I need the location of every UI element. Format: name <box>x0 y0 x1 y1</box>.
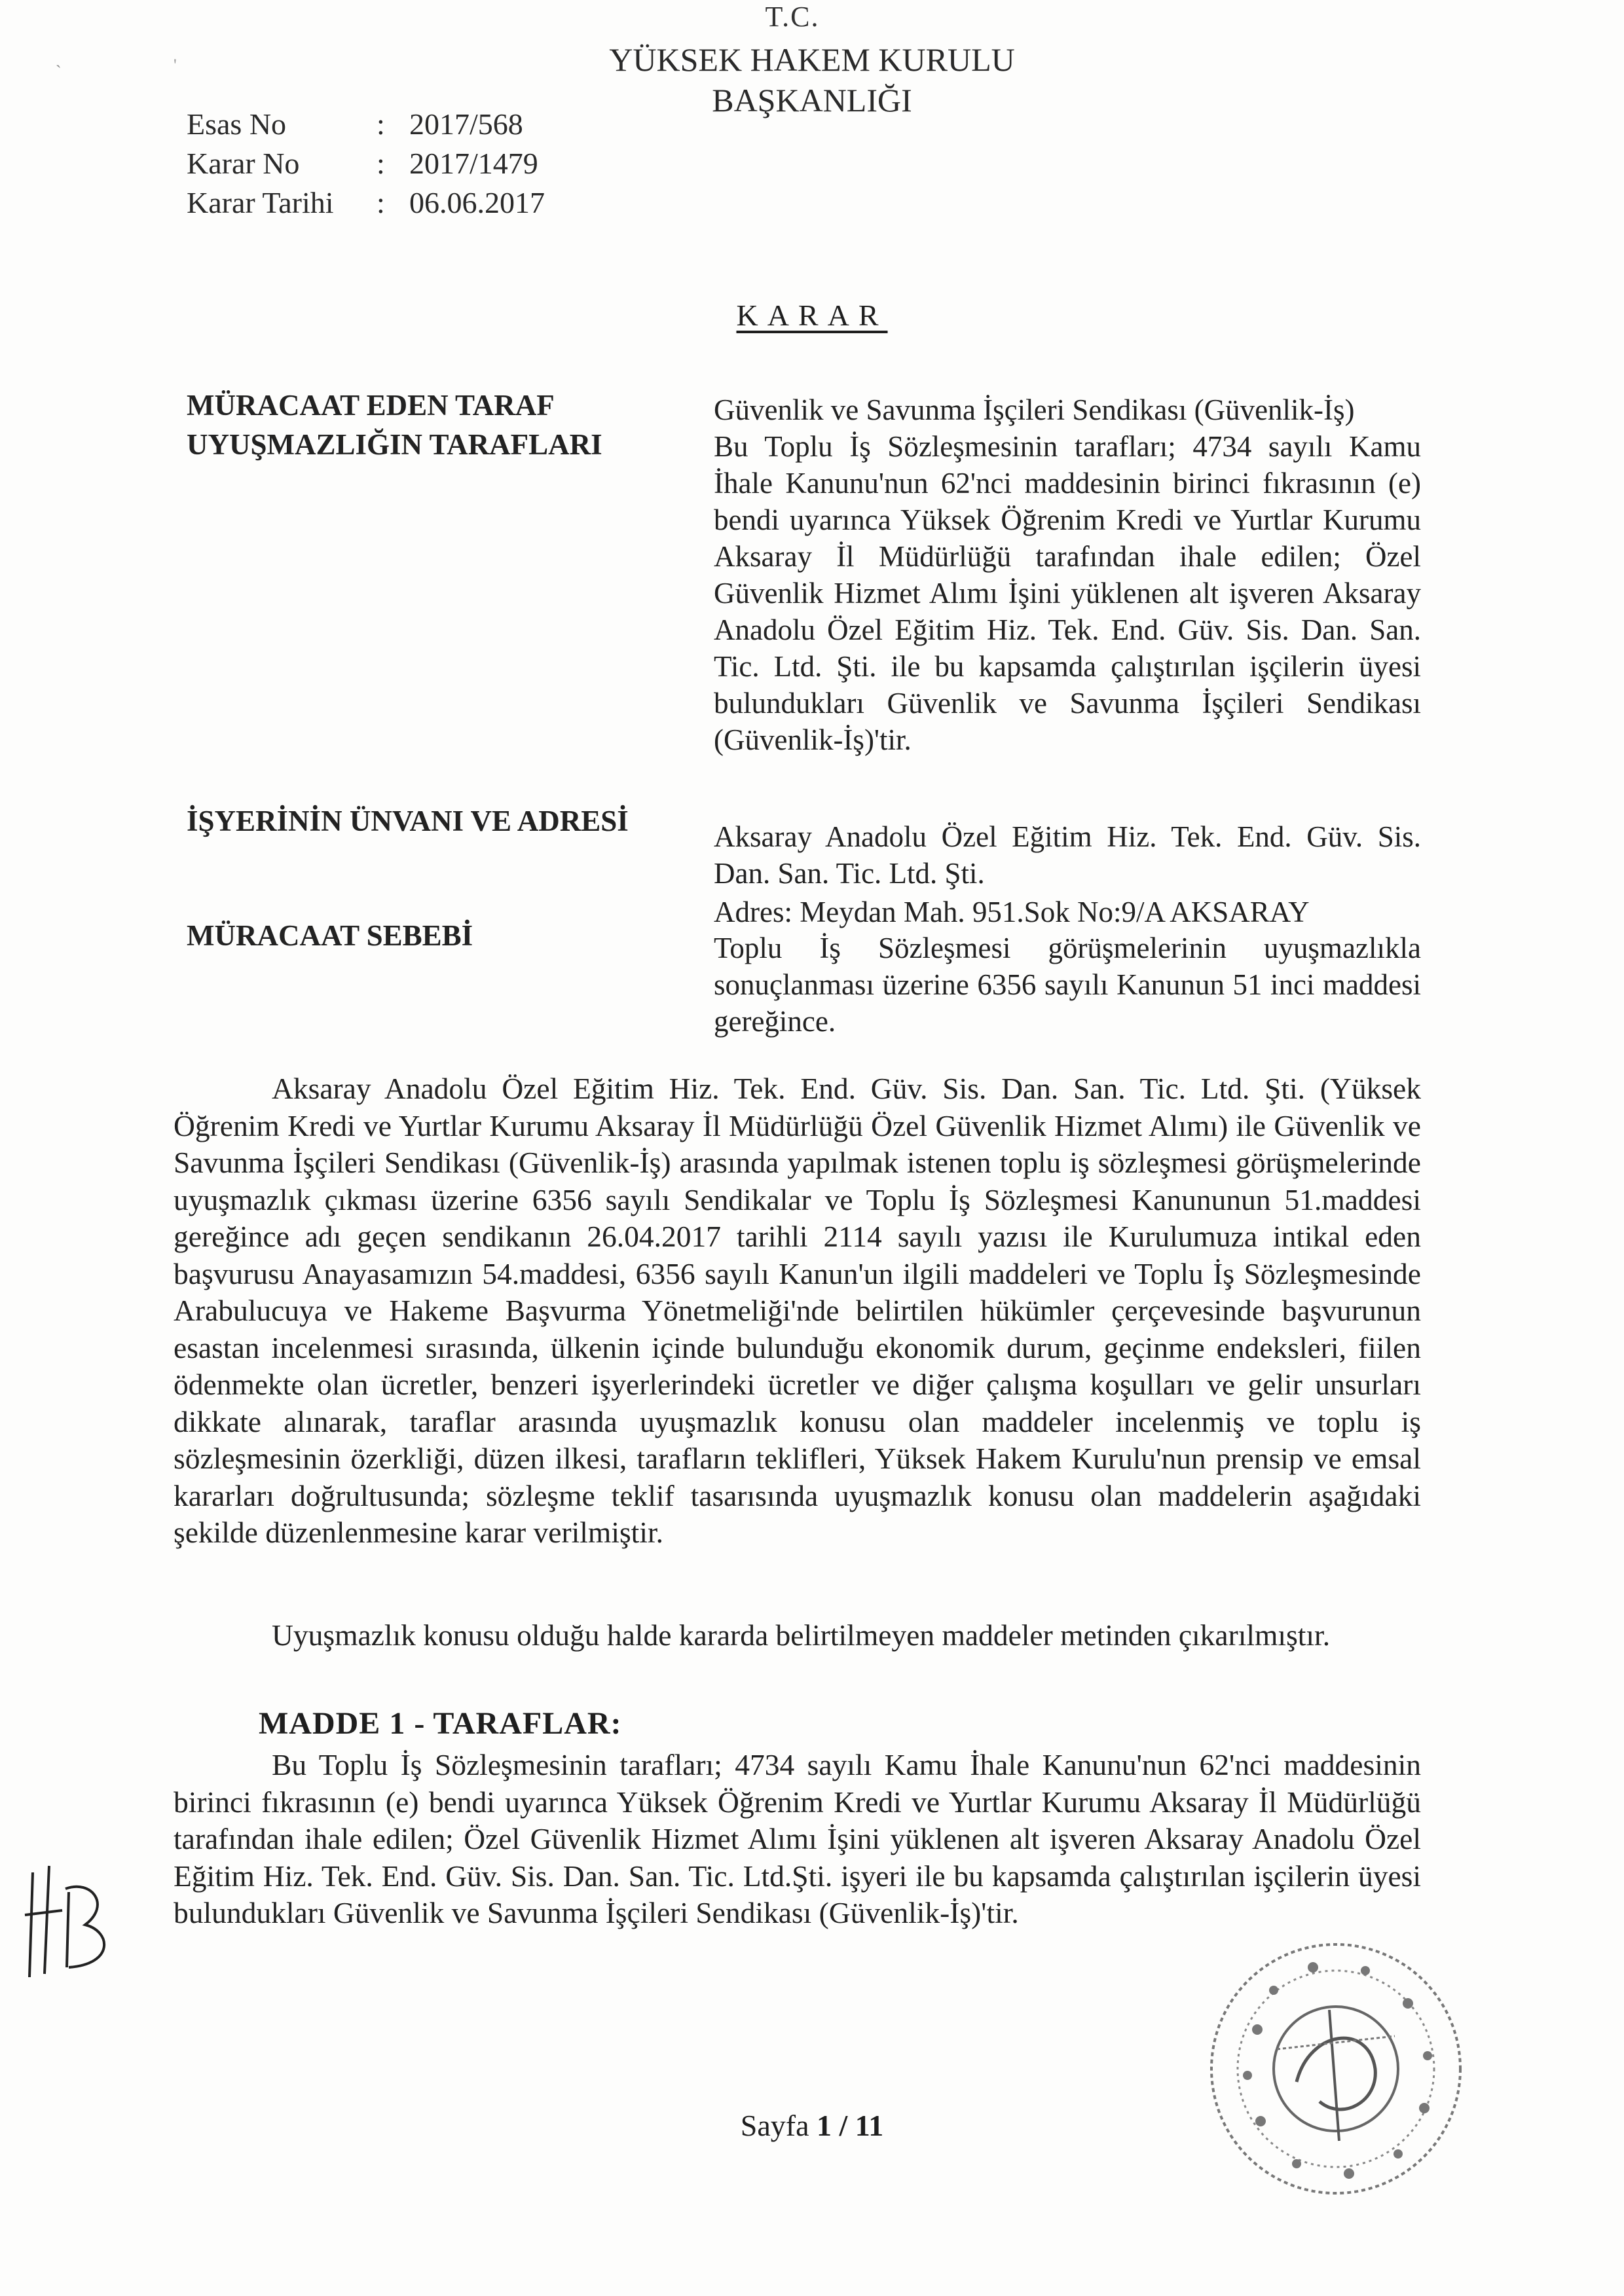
header-organization <box>576 39 1048 120</box>
meta-row-karar <box>187 144 545 183</box>
label-muracaat-sebebi: MÜRACAAT SEBEBİ <box>187 919 473 952</box>
meta-colon: : <box>377 147 385 180</box>
label-uyusmazlik-taraflari: UYUŞMAZLIĞIN TARAFLARI <box>187 428 602 461</box>
madde-1-title: MADDE 1 - TARAFLAR: <box>259 1706 622 1741</box>
meta-value: 2017/568 <box>409 107 523 141</box>
value-muracaat-eden: Güvenlik ve Savunma İşçileri Sendikası (Güvenlik-İş) <box>714 393 1355 426</box>
body-paragraph-1: Aksaray Anadolu Özel Eğitim Hiz. Tek. End. Güv. Sis. Dan. San. Tic. Ltd. Şti. (Yüksek Öğrenim Kredi ve Yurtlar Kurumu Aksaray İl Müdürlüğü Özel Güvenlik Hizmet Alımı) ile Güvenlik ve Savunma İşçileri Sendikası (Güvenlik-İş) arasında yapılmak istenen toplu iş sözleşmesi görüşmelerinde uyuşmazlık çıkması üzerine 6356 sayılı Sendikalar ve Toplu İş Sözleşmesi Kanununun 51.maddesi gereğince adı geçen sendikanın 26.04.2017 tarihli 2114 sayılı yazısı ile Kurulumuza intikal eden başvurusu Anayasamızın 54.maddesi, 6356 sayılı Kanun'un ilgili maddeleri ve Toplu İş Sözleşmesinde Arabulucuya ve Hakeme Başvurma Yönetmeliği'nde belirtilen hükümler çerçevesinde başvurunun esastan incelenmesi sırasında, ülkenin içinde bulunduğu ekonomik durum, geçinme endeksleri, fiilen ödenmekte olan ücretler, benzeri işyerlerindeki ücretler ve diğer çalışma koşulları ve gelir unsurları dikkate alınarak, taraflar arasında uyuşmazlık konusu olan maddeler incelenmiş ve toplu iş sözleşmesinin özerkliği, düzen ilkesi, tarafların teklifleri, Yüksek Hakem Kurulu'nun prensip ve emsal kararları doğrultusunda; sözleşme teklif tasarısında uyuşmazlık konusu olan maddelerin aşağıdaki şekilde düzenlenmesine karar verilmiştir. <box>174 1072 1421 1549</box>
value-muracaat-sebebi: Toplu İş Sözleşmesi görüşmelerinin uyuşmazlıkla sonuçlanması üzerine 6356 sayılı Kanunun 51 inci maddesi gereğince. <box>714 932 1421 1038</box>
handwritten-initials-icon <box>13 1853 124 1987</box>
body-paragraph-2: Uyuşmazlık konusu olduğu halde kararda belirtilmeyen maddeler metinden çıkarılmıştır. <box>272 1618 1331 1652</box>
official-seal-icon <box>1198 1931 1473 2210</box>
document-title: KARAR <box>736 299 888 332</box>
meta-value: 06.06.2017 <box>409 186 545 219</box>
meta-row-esas <box>187 105 545 144</box>
scan-speck: ' <box>174 56 177 75</box>
meta-colon: : <box>377 186 385 219</box>
madde-1-text: Bu Toplu İş Sözleşmesinin tarafları; 4734 sayılı Kamu İhale Kanunu'nun 62'nci maddesinin birinci fıkrasının (e) bendi uyarınca Yüksek Öğrenim Kredi ve Yurtlar Kurumu Aksaray İl Müdürlüğü tarafından ihale edilen; Özel Güvenlik Hizmet Alımı İşini yüklenen alt işveren Aksaray Anadolu Özel Eğitim Hiz. Tek. End. Güv. Sis. Dan. San. Tic. Ltd.Şti. işyeri ile bu kapsamda çalıştırılan işçilerin üyesi bulundukları Güvenlik ve Savunma İşçileri Sendikası (Güvenlik-İş)'tir. <box>174 1748 1421 1929</box>
meta-label: Karar No <box>187 147 300 180</box>
meta-row-tarih <box>187 183 545 223</box>
value-isyeri-unvani: Aksaray Anadolu Özel Eğitim Hiz. Tek. End. Güv. Sis. Dan. San. Tic. Ltd. Şti. <box>714 820 1421 890</box>
page-number <box>0 2108 1624 2143</box>
page-number-current: 1 <box>817 2109 832 2142</box>
meta-value: 2017/1479 <box>409 147 538 180</box>
label-isyeri-unvani: İŞYERİNİN ÜNVANI VE ADRESİ <box>187 805 629 837</box>
page-number-separator: / <box>839 2109 848 2142</box>
header-tc: T.C. <box>765 1 820 33</box>
meta-label: Esas No <box>187 107 287 141</box>
value-isyeri-adres: Adres: Meydan Mah. 951.Sok No:9/A AKSARAY <box>714 896 1310 928</box>
label-muracaat-eden: MÜRACAAT EDEN TARAF <box>187 389 555 422</box>
scan-speck: ` <box>56 62 62 81</box>
page-number-prefix: Sayfa <box>740 2109 809 2142</box>
value-uyusmazlik-taraflari: Bu Toplu İş Sözleşmesinin tarafları; 4734 sayılı Kamu İhale Kanunu'nun 62'nci maddesinin birinci fıkrasının (e) bendi uyarınca Yüksek Öğrenim Kredi ve Yurtlar Kurumu Aksaray İl Müdürlüğü tarafından ihale edilen; Özel Güvenlik Hizmet Alımı İşini yüklenen alt işveren Aksaray Anadolu Özel Eğitim Hiz. Tek. End. Güv. Sis. Dan. San. Tic. Ltd. Şti. ile bu kapsamda çalıştırılan işçilerin üyesi bulundukları Güvenlik ve Savunma İşçileri Sendikası (Güvenlik-İş)'tir. <box>714 430 1421 756</box>
meta-label: Karar Tarihi <box>187 186 334 219</box>
org-line-1: YÜKSEK HAKEM KURULU <box>609 41 1015 78</box>
page-number-total: 11 <box>855 2109 884 2142</box>
org-line-2: BAŞKANLIĞI <box>712 82 912 118</box>
case-meta <box>187 105 545 223</box>
meta-colon: : <box>377 107 385 141</box>
